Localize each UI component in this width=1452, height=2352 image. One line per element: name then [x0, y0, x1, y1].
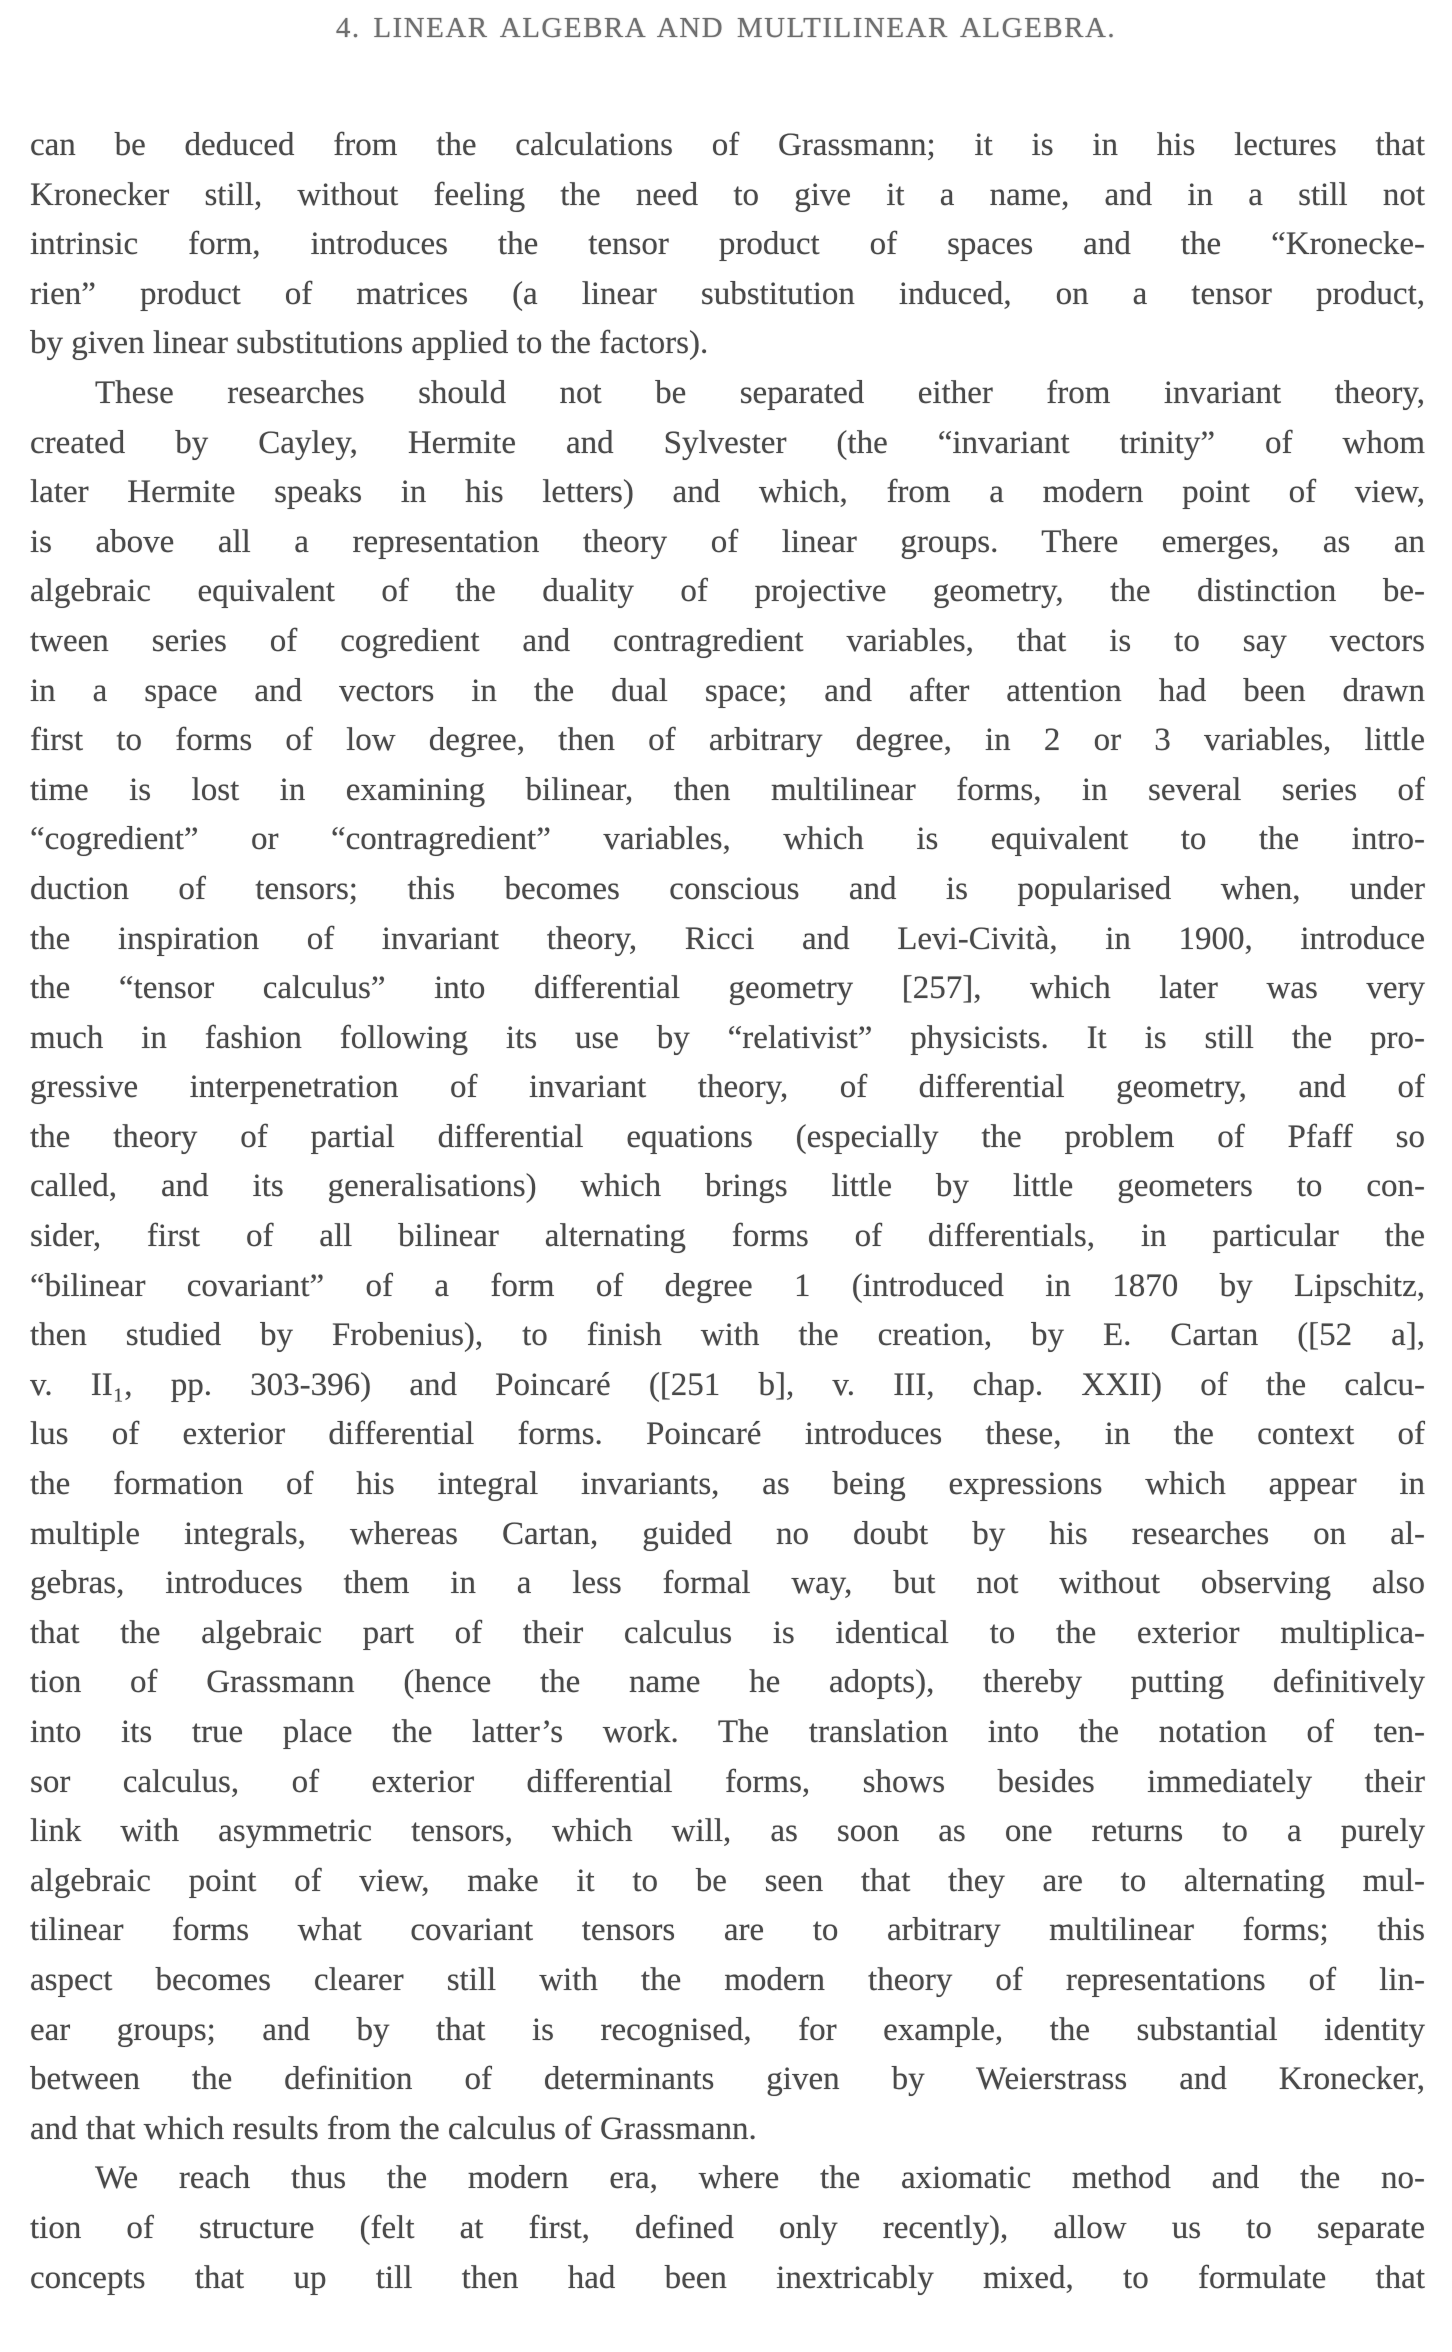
text-line: We reach thus the modern era, where the axiomatic method and the no-	[95, 2160, 1425, 2197]
page-body	[30, 121, 1425, 2303]
text-line: created by Cayley, Hermite and Sylvester (the “invariant trinity” of whom	[30, 424, 1425, 461]
text-line: Kronecker still, without feeling the need to give it a name, and in a still not	[30, 176, 1425, 213]
text-line: that the algebraic part of their calculus is identical to the exterior multiplica-	[30, 1614, 1425, 1651]
text-line: and that which results from the calculus of Grassmann.	[30, 2110, 757, 2147]
text-line: ear groups; and by that is recognised, for example, the substantial identity	[30, 2011, 1425, 2048]
text-line: time is lost in examining bilinear, then multilinear forms, in several series of	[30, 771, 1425, 808]
text-line: by given linear substitutions applied to the factors).	[30, 325, 709, 362]
text-line: the theory of partial differential equations (especially the problem of Pfaff so	[30, 1118, 1425, 1155]
text-line: algebraic equivalent of the duality of projective geometry, the distinction be-	[30, 573, 1425, 610]
text-line: lus of exterior differential forms. Poincaré introduces these, in the context of	[30, 1416, 1425, 1453]
text-line: the inspiration of invariant theory, Ricci and Levi-Cività, in 1900, introduce	[30, 920, 1425, 957]
text-line: concepts that up till then had been inextricably mixed, to formulate that	[30, 2259, 1425, 2296]
text-line: duction of tensors; this becomes conscious and is popularised when, under	[30, 870, 1425, 907]
text-line: v. II₁, pp. 303-396) and Poincaré ([251 b], v. III, chap. XXII) of the calcu-	[30, 1366, 1425, 1403]
text-line: algebraic point of view, make it to be seen that they are to alternating mul-	[30, 1862, 1425, 1899]
text-line: the formation of his integral invariants, as being expressions which appear in	[30, 1466, 1425, 1503]
text-line: aspect becomes clearer still with the modern theory of representations of lin-	[30, 1961, 1425, 1998]
text-line: is above all a representation theory of linear groups. There emerges, as an	[30, 523, 1425, 560]
text-line: tilinear forms what covariant tensors are to arbitrary multilinear forms; this	[30, 1912, 1425, 1949]
text-line: first to forms of low degree, then of arbitrary degree, in 2 or 3 variables, little	[30, 722, 1425, 759]
text-line: These researches should not be separated either from invariant theory,	[95, 374, 1425, 411]
text-line: tion of structure (felt at first, defined only recently), allow us to separate	[30, 2209, 1425, 2246]
text-line: gebras, introduces them in a less formal way, but not without observing also	[30, 1565, 1425, 1602]
text-line: the “tensor calculus” into differential geometry [257], which later was very	[30, 970, 1425, 1007]
text-line: between the definition of determinants given by Weierstrass and Kronecker,	[30, 2061, 1425, 2098]
paragraph	[30, 369, 1425, 2154]
text-line: sor calculus, of exterior differential forms, shows besides immediately their	[30, 1763, 1425, 1800]
text-line: “bilinear covariant” of a form of degree 1 (introduced in 1870 by Lipschitz,	[30, 1267, 1425, 1304]
text-line: can be deduced from the calculations of Grassmann; it is in his lectures that	[30, 127, 1425, 163]
text-line: link with asymmetric tensors, which will, as soon as one returns to a purely	[30, 1813, 1425, 1850]
text-line: called, and its generalisations) which brings little by little geometers to con-	[30, 1168, 1425, 1205]
text-line: later Hermite speaks in his letters) and which, from a modern point of view,	[30, 474, 1425, 511]
text-line: intrinsic form, introduces the tensor product of spaces and the “Kronecke-	[30, 226, 1425, 263]
text-line: much in fashion following its use by “relativist” physicists. It is still the pro-	[30, 1019, 1425, 1056]
text-line: tion of Grassmann (hence the name he adopts), thereby putting definitively	[30, 1664, 1425, 1701]
text-line: tween series of cogredient and contragredient variables, that is to say vectors	[30, 622, 1425, 659]
text-line: into its true place the latter’s work. The translation into the notation of ten-	[30, 1714, 1425, 1750]
paragraph	[30, 2154, 1425, 2303]
text-line: gressive interpenetration of invariant theory, of differential geometry, and of	[30, 1069, 1425, 1106]
text-line: “cogredient” or “contragredient” variables, which is equivalent to the intro-	[30, 821, 1425, 858]
text-line: then studied by Frobenius), to finish with the creation, by E. Cartan ([52 a],	[30, 1317, 1425, 1354]
text-line: sider, first of all bilinear alternating forms of differentials, in particular the	[30, 1218, 1425, 1255]
text-line: in a space and vectors in the dual space; and after attention had been drawn	[30, 672, 1425, 709]
paragraph	[30, 121, 1425, 369]
text-line: rien” product of matrices (a linear substitution induced, on a tensor product,	[30, 275, 1425, 312]
page-header: 4. LINEAR ALGEBRA AND MULTILINEAR ALGEBRA.	[335, 12, 1117, 44]
text-line: multiple integrals, whereas Cartan, guided no doubt by his researches on al-	[30, 1515, 1425, 1552]
